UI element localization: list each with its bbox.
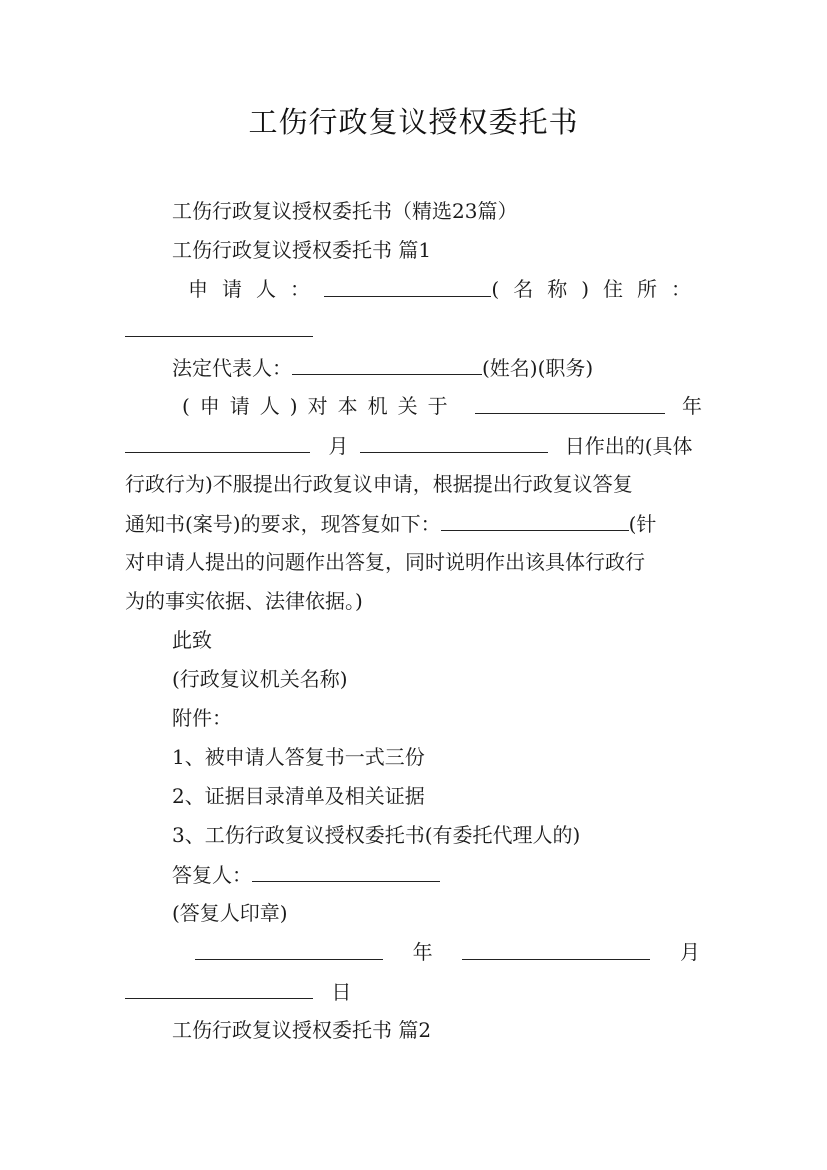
applicant-name-blank [324,276,491,297]
para-line-2 [125,432,703,459]
day-row [125,978,703,1005]
para-line-6: 为的事实依据、法律依据。) [125,589,363,613]
month-blank-1 [125,432,310,453]
para-line-4 [125,510,703,537]
section-heading-1: 工伤行政复议授权委托书 篇1 [172,238,432,262]
month-blank-2 [462,939,650,960]
day-blank-1 [360,432,548,453]
year-label-2: 年 [412,940,433,964]
para-start: (申请人)对本机关于 [182,394,458,418]
attachment-item: 3、工伤行政复议授权委托书(有委托代理人的) [172,823,581,847]
attachment-item: 1、被申请人答复书一式三份 [172,745,425,769]
reply-blank [441,510,629,531]
name-address-label: (名称)住所 [491,277,671,301]
year-label-1: 年 [681,394,702,418]
month-label-2: 月 [679,940,700,964]
para-line-4b: (针 [628,512,657,536]
address-blank [125,316,313,337]
respondent-blank [252,861,440,882]
legal-rep-label: 法定代表人： [172,356,292,380]
seal-label: (答复人印章) [172,901,288,925]
legal-rep-blank [292,354,482,375]
para-line-1 [182,393,702,419]
salutation: 此致 [172,628,212,652]
year-blank-1 [475,393,665,414]
applicant-row [188,276,691,302]
year-blank-2 [195,939,383,960]
attachment-label: 附件： [172,706,232,730]
day-blank-2 [125,978,313,999]
para-line-3: 行政行为)不服提出行政复议申请，根据提出行政复议答复 [125,472,633,496]
para-line-4a: 通知书(案号)的要求，现答复如下： [125,512,441,536]
date-row [195,939,700,965]
legal-rep-suffix: (姓名)(职务) [482,356,594,380]
para-line-5: 对申请人提出的问题作出答复，同时说明作出该具体行政行 [125,550,645,574]
address-row [125,316,703,343]
section-heading-2: 工伤行政复议授权委托书 篇2 [172,1018,432,1042]
applicant-label: 申请人： [188,277,324,301]
subtitle: 工伤行政复议授权委托书（精选23篇） [172,199,518,223]
document-title: 工伤行政复议授权委托书 [248,105,579,139]
address-colon: ： [671,277,691,301]
agency-name: (行政复议机关名称) [172,667,348,691]
month-label-1: 月 [328,434,349,458]
day-label: 日 [331,980,352,1004]
respondent-row [172,861,703,888]
attachment-item: 2、证据目录清单及相关证据 [172,784,425,808]
legal-rep-row [172,354,703,381]
respondent-label: 答复人： [172,863,252,887]
day-suffix: 日作出的(具体 [564,434,693,458]
